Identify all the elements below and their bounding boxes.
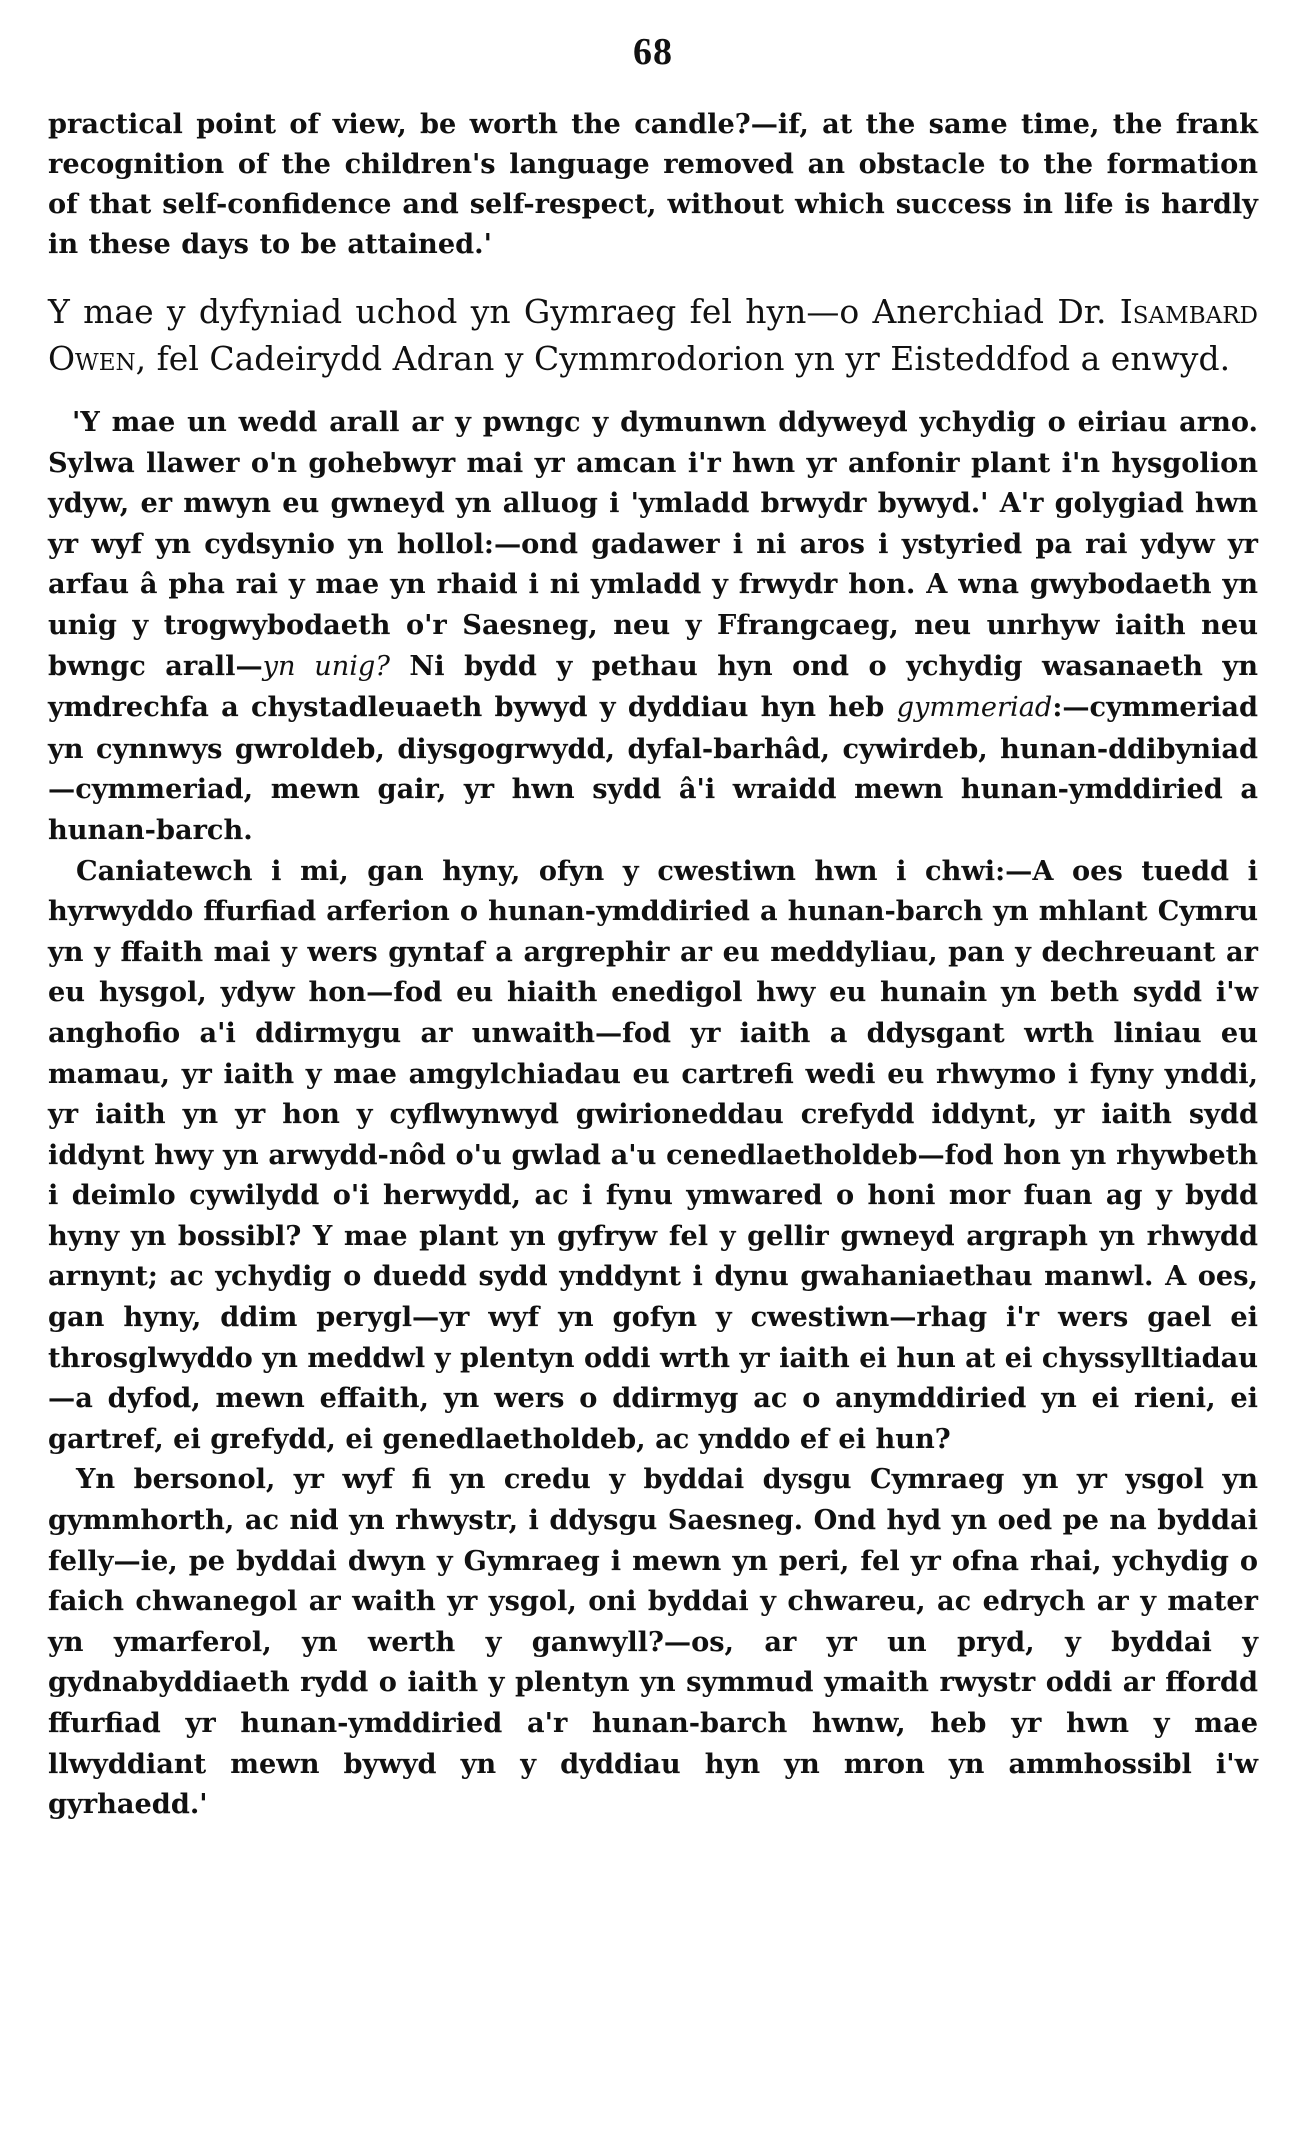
page-number: 68: [633, 31, 673, 73]
welsh-paragraph-2: Caniatewch i mi, gan hyny, ofyn y cwestiwn hwn i chwi:—A oes tuedd i hyrwyddo ffurfiad arferion o hunan-ymddiried a hunan-barch yn mhlant Cymru yn y ffaith mai y wers gyntaf a argrephir ar eu meddyliau, pan y dechreuant ar eu hysgol, ydyw hon—fod eu hiaith enedigol hwy eu hunain yn beth sydd i'w anghofio a'i ddirmygu ar unwaith—fod yr iaith a ddysgant wrth liniau eu mamau, yr iaith y mae amgylchiadau eu cartrefi wedi eu rhwymo i fyny ynddi, yr iaith yn yr hon y cyflwynwyd gwirioneddau crefydd iddynt, yr iaith sydd iddynt hwy yn arwydd-nôd o'u gwlad a'u cenedlaetholdeb—fod hon yn rhywbeth i deimlo cywilydd o'i herwydd, ac i fynu ymwared o honi mor fuan ag y bydd hyny yn bossibl? Y mae plant yn gyfryw fel y gellir gwneyd argraph yn rhwydd arnynt; ac ychydig o duedd sydd ynddynt i dynu gwahaniaethau manwl. A oes, gan hyny, ddim perygl—yr wyf yn gofyn y cwestiwn—rhag i'r wers gael ei throsglwyddo yn meddwl y plentyn oddi wrth yr iaith ei hun at ei chyssylltiadau—a dyfod, mewn effaith, yn wers o ddirmyg ac o anymddiried yn ei rieni, ei gartref, ei grefydd, ei genedlaetholdeb, ac ynddo ef ei hun?: [48, 854, 1258, 1455]
english-quote-continuation: practical point of view, be worth the candle?—if, at the same time, the frank recognition of the children's language removed an obstacle to the formation of that self-confidence and self-respect, without which success in life is hardly in these days to be attained.': [48, 108, 1258, 260]
bridge-text-end: , fel Cadeirydd Adran y Cymmrodorion yn yr Eisteddfod a enwyd.: [135, 339, 1231, 378]
welsh-p1-italic-1: yn unig?: [262, 650, 390, 682]
welsh-paragraph-1: [48, 402, 1258, 851]
author-name: Isambard Owen: [48, 292, 1258, 378]
book-page: [48, 30, 1258, 1825]
welsh-paragraph-3: Yn bersonol, yr wyf fi yn credu y byddai dysgu Cymraeg yn yr ysgol yn gymmhorth, ac nid yn rhwystr, i ddysgu Saesneg. Ond hyd yn oed pe na byddai felly—ie, pe byddai dwyn y Gymraeg i mewn yn peri, fel yr ofna rhai, ychydig o faich chwanegol ar waith yr ysgol, oni byddai y chwareu, ac edrych ar y mater yn ymarferol, yn werth y ganwyll?—os, ar yr un pryd, y byddai y gydnabyddiaeth rydd o iaith y plentyn yn symmud ymaith rwystr oddi ar ffordd ffurfiad yr hunan-ymddiried a'r hunan-barch hwnw, heb yr hwn y mae llwyddiant mewn bywyd yn y dyddiau hyn yn mron yn ammhossibl i'w gyrhaedd.': [48, 1463, 1258, 1821]
bridge-paragraph: [48, 288, 1258, 382]
welsh-p1-text-b: Ni bydd y pethau hyn ond o ychydig wasanaeth yn ymdrechfa a chystadleuaeth bywyd y dyddiau hyn heb: [48, 649, 1258, 724]
welsh-p1-text-a: 'Y mae un wedd arall ar y pwngc y dymunwn ddyweyd ychydig o eiriau arno. Sylwa llawer o'n gohebwyr mai yr amcan i'r hwn yr anfonir plant i'n hysgolion ydyw, er mwyn eu gwneyd yn alluog i 'ymladd brwydr bywyd.' A'r golygiad hwn yr wyf yn cydsynio yn hollol:—ond gadawer i ni aros i ystyried pa rai ydyw yr arfau â pha rai y mae yn rhaid i ni ymladd y frwydr hon. A wna gwybodaeth yn unig y trogwybodaeth o'r Saesneg, neu y Ffrangcaeg, neu unrhyw iaith neu bwngc arall—: [48, 406, 1258, 682]
welsh-p1-text-c: :—cymmeriad yn cynnwys gwroldeb, diysgogrwydd, dyfal-barhâd, cywirdeb, hunan-ddibyniad—cymmeriad, mewn gair, yr hwn sydd â'i wraidd mewn hunan-ymddiried a hunan-barch.: [48, 691, 1258, 846]
welsh-p1-italic-2: gymmeriad: [896, 692, 1053, 724]
bridge-text-start: Y mae y dyfyniad uchod yn Gymraeg fel hyn—o Anerchiad Dr.: [48, 292, 1120, 331]
